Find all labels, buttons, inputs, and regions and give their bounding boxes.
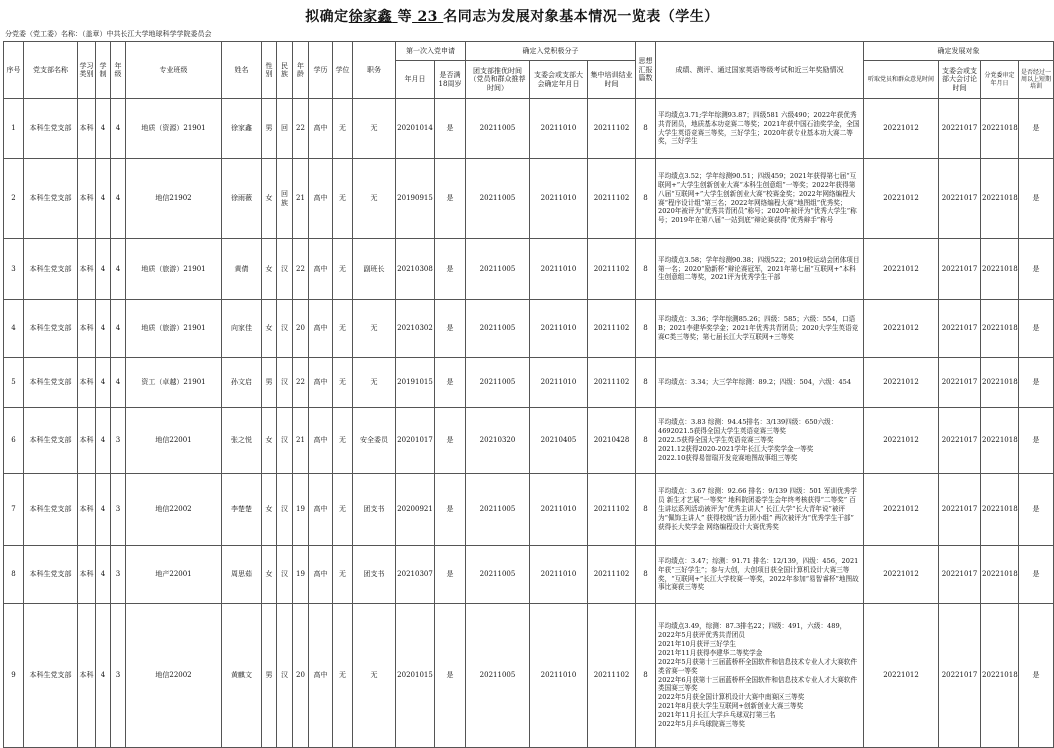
cell-position: 团支书 [353,474,396,546]
cell-reports: 8 [636,358,656,408]
cell-training: 20211102 [588,358,636,408]
cell-seq: 3 [4,239,24,300]
header-branch: 党支部名称 [24,42,78,99]
header-opinion: 听取党员和群众意见时间 [864,61,939,99]
header-party-committee: 分党委审定年月日 [981,61,1019,99]
candidate-table [3,41,1054,748]
cell-ethnic: 回族 [277,159,293,239]
cell-shortterm: 是 [1019,99,1054,159]
cell-recommend: 20211005 [466,546,530,604]
cell-branch: 本科生党支部 [24,604,78,748]
detail-line: 2021.12获得2020-2021学年长江大学奖学金一等奖 [658,444,814,453]
cell-edu: 高中 [309,99,333,159]
header-class: 专业班级 [126,42,222,99]
cell-branch: 本科生党支部 [24,300,78,358]
page-title: 拟确定徐家鑫 等 23 名同志为发展对象基本情况一览表（学生） [305,9,719,25]
cell-committee-dev: 20221017 [939,300,981,358]
header-edu: 学历 [309,42,333,99]
cell-study-type: 本科 [78,300,96,358]
cell-over18: 是 [435,239,466,300]
header-reports: 思想汇报篇数 [636,42,656,99]
cell-reports: 8 [636,546,656,604]
cell-committee-act: 20211010 [530,159,588,239]
cell-over18: 是 [435,604,466,748]
cell-system: 4 [96,604,111,748]
cell-reports: 8 [636,300,656,358]
cell-name: 孙文启 [222,358,262,408]
cell-details [656,546,864,604]
header-ethnic: 民族 [277,42,293,99]
cell-app-date: 20201015 [396,604,435,748]
cell-position: 团支书 [353,546,396,604]
cell-party-committee: 20221018 [981,604,1019,748]
cell-system: 4 [96,239,111,300]
cell-name: 周思茹 [222,546,262,604]
detail-line: 2022年5月获第十三届蓝桥杯全国软件和信息技术专业人才大赛软件类省赛一等奖 [658,657,858,675]
table-row [4,358,1054,408]
cell-position: 无 [353,99,396,159]
cell-training: 20210428 [588,408,636,474]
cell-branch: 本科生党支部 [24,474,78,546]
cell-over18: 是 [435,546,466,604]
cell-age: 19 [293,474,309,546]
subtitle: 分党委（党工委）名称：（盖章）中共长江大学地球科学学院委员会 [5,30,212,38]
cell-study-type: 本科 [78,99,96,159]
cell-degree: 无 [333,474,353,546]
cell-study-type: 本科 [78,239,96,300]
cell-gender: 男 [262,99,277,159]
header-committee-dev: 支委会或支部大会讨论时间 [939,61,981,99]
header-position: 职务 [353,42,396,99]
cell-party-committee: 20221018 [981,300,1019,358]
cell-study-type: 本科 [78,604,96,748]
cell-system: 4 [96,408,111,474]
cell-shortterm: 是 [1019,408,1054,474]
cell-committee-act: 20211010 [530,99,588,159]
cell-class: 地质（资源）21901 [126,99,222,159]
cell-age: 20 [293,300,309,358]
cell-edu: 高中 [309,239,333,300]
cell-edu: 高中 [309,300,333,358]
cell-degree: 无 [333,99,353,159]
cell-name: 张之悦 [222,408,262,474]
detail-line: 2021年11月长江大学乒乓球双打第三名 [658,711,776,720]
cell-grade: 3 [111,604,126,748]
cell-training: 20211102 [588,159,636,239]
detail-line: 2021年11月获得李建华二等奖学金 [658,648,763,657]
cell-training: 20211102 [588,300,636,358]
header-activist: 确定入党积极分子 [466,42,636,61]
cell-edu: 高中 [309,408,333,474]
header-training: 集中培训结业时间 [588,61,636,99]
header-age: 年龄 [293,42,309,99]
cell-name: 向家佳 [222,300,262,358]
cell-committee-act: 20211010 [530,546,588,604]
cell-committee-act: 20211010 [530,474,588,546]
cell-system: 4 [96,358,111,408]
cell-study-type: 本科 [78,408,96,474]
cell-system: 4 [96,546,111,604]
cell-age: 22 [293,358,309,408]
cell-name: 李楚楚 [222,474,262,546]
detail-line: 2022年6月获第十三届蓝桥杯全国软件和信息技术专业人才大赛软件类国赛三等奖 [658,675,858,693]
cell-gender: 女 [262,408,277,474]
cell-name: 徐家鑫 [222,99,262,159]
cell-position: 无 [353,300,396,358]
cell-grade: 4 [111,300,126,358]
cell-over18: 是 [435,358,466,408]
cell-committee-dev: 20221017 [939,604,981,748]
cell-app-date: 20201014 [396,99,435,159]
header-degree: 学位 [333,42,353,99]
cell-seq: 4 [4,300,24,358]
cell-class: 地产22001 [126,546,222,604]
header-gender: 性别 [262,42,277,99]
cell-branch: 本科生党支部 [24,99,78,159]
cell-class: 地信22002 [126,474,222,546]
cell-committee-act: 20210405 [530,408,588,474]
detail-line: 平均绩点：3.47；综测：91.71 排名：12/139，四级：456，2021年获“三好学生”；参与大创，大创项目获全国计算机设计大赛三等奖，“互联网+”长江大学校赛一等奖，2022年参加“易智睿杯”地图故事比赛获三等奖 [658,556,859,592]
cell-committee-act: 20211010 [530,358,588,408]
cell-study-type: 本科 [78,159,96,239]
cell-shortterm: 是 [1019,300,1054,358]
detail-line: 2021年8月获大学生互联网+创新创业大赛三等奖 [658,702,804,711]
cell-over18: 是 [435,99,466,159]
header-recommend: 团支部推优时间（党员和群众推荐时间） [466,61,530,99]
header-over18: 是否满18周岁 [435,61,466,99]
cell-shortterm: 是 [1019,239,1054,300]
cell-committee-dev: 20221017 [939,159,981,239]
header-system: 学制 [96,42,111,99]
cell-seq: 1 [4,99,24,159]
cell-seq: 8 [4,546,24,604]
cell-app-date: 20190915 [396,159,435,239]
cell-committee-dev: 20221017 [939,408,981,474]
cell-training: 20211102 [588,474,636,546]
cell-party-committee: 20221018 [981,239,1019,300]
table-row [4,604,1054,748]
cell-details [656,239,864,300]
cell-opinion: 20221012 [864,474,939,546]
header-name: 姓名 [222,42,262,99]
cell-seq: 6 [4,408,24,474]
cell-degree: 无 [333,300,353,358]
cell-age: 21 [293,159,309,239]
cell-app-date: 20210302 [396,300,435,358]
cell-committee-dev: 20221017 [939,99,981,159]
table-row [4,546,1054,604]
cell-edu: 高中 [309,358,333,408]
table-row [4,99,1054,159]
cell-committee-act: 20211010 [530,604,588,748]
cell-recommend: 20211005 [466,604,530,748]
cell-over18: 是 [435,474,466,546]
cell-degree: 无 [333,604,353,748]
table-body [4,99,1054,748]
cell-over18: 是 [435,300,466,358]
cell-seq: 5 [4,358,24,408]
table-row [4,239,1054,300]
header-grade: 年级 [111,42,126,99]
cell-ethnic: 汉 [277,300,293,358]
cell-ethnic: 汉 [277,408,293,474]
cell-party-committee: 20221018 [981,408,1019,474]
cell-degree: 无 [333,358,353,408]
cell-class: 地质（旅游）21901 [126,239,222,300]
cell-ethnic: 汉 [277,604,293,748]
cell-branch: 本科生党支部 [24,408,78,474]
cell-class: 地信22002 [126,604,222,748]
cell-gender: 女 [262,159,277,239]
cell-details [656,358,864,408]
cell-shortterm: 是 [1019,604,1054,748]
detail-line: 平均绩点3.71;学年综测93.87；四级581 六级490；2022年获优秀共青团员，地质基本功竞赛二等奖；2021年获中国石油奖学金，全国大学生英语竞赛三等奖，三好学生；2020年获专业基本功大赛二等奖，三好学生 [658,110,860,146]
cell-opinion: 20221012 [864,159,939,239]
cell-grade: 3 [111,546,126,604]
cell-degree: 无 [333,546,353,604]
cell-committee-act: 20211010 [530,239,588,300]
cell-age: 22 [293,239,309,300]
cell-committee-act: 20211010 [530,300,588,358]
cell-system: 4 [96,99,111,159]
cell-opinion: 20221012 [864,300,939,358]
cell-recommend: 20211005 [466,239,530,300]
cell-shortterm: 是 [1019,159,1054,239]
cell-grade: 4 [111,99,126,159]
cell-degree: 无 [333,408,353,474]
cell-position: 副班长 [353,239,396,300]
cell-opinion: 20221012 [864,99,939,159]
cell-training: 20211102 [588,99,636,159]
cell-age: 21 [293,408,309,474]
cell-system: 4 [96,159,111,239]
header-shortterm: 是否经过一周以上短期培训 [1019,61,1054,99]
cell-position: 无 [353,358,396,408]
header-seq: 序号 [4,42,24,99]
cell-degree: 无 [333,239,353,300]
cell-reports: 8 [636,604,656,748]
cell-details [656,408,864,474]
cell-opinion: 20221012 [864,408,939,474]
cell-edu: 高中 [309,604,333,748]
cell-training: 20211102 [588,604,636,748]
detail-line: 2022.10获得易智瑞开发竞赛地图故事组三等奖 [658,453,798,462]
cell-study-type: 本科 [78,546,96,604]
cell-branch: 本科生党支部 [24,546,78,604]
cell-edu: 高中 [309,546,333,604]
cell-seq: 7 [4,474,24,546]
cell-party-committee: 20221018 [981,546,1019,604]
cell-position: 无 [353,604,396,748]
cell-position: 无 [353,159,396,239]
cell-recommend: 20211005 [466,99,530,159]
cell-details [656,99,864,159]
cell-edu: 高中 [309,159,333,239]
header-study-type: 学习类别 [78,42,96,99]
cell-training: 20211102 [588,239,636,300]
cell-ethnic: 汉 [277,239,293,300]
cell-gender: 男 [262,604,277,748]
cell-recommend: 20211005 [466,300,530,358]
cell-study-type: 本科 [78,358,96,408]
cell-over18: 是 [435,408,466,474]
detail-line: 平均绩点3.49，综测：87.3排名22；四级：491，六级：489，2022年5月获评优秀共青团员 [658,622,847,640]
cell-ethnic: 汉 [277,546,293,604]
cell-branch: 本科生党支部 [24,358,78,408]
cell-party-committee: 20221018 [981,474,1019,546]
cell-shortterm: 是 [1019,358,1054,408]
cell-class: 地信21902 [126,159,222,239]
cell-class: 资工（卓越）21901 [126,358,222,408]
cell-opinion: 20221012 [864,358,939,408]
header-dev: 确定发展对象 [864,42,1054,61]
cell-app-date: 20210308 [396,239,435,300]
cell-recommend: 20211005 [466,474,530,546]
cell-shortterm: 是 [1019,474,1054,546]
cell-grade: 4 [111,358,126,408]
cell-committee-dev: 20221017 [939,546,981,604]
cell-branch: 本科生党支部 [24,239,78,300]
cell-app-date: 20191015 [396,358,435,408]
cell-reports: 8 [636,159,656,239]
detail-line: 2022.5获得全国大学生英语竞赛三等奖 [658,436,774,445]
cell-grade: 3 [111,408,126,474]
cell-reports: 8 [636,474,656,546]
cell-name: 黄麒文 [222,604,262,748]
detail-line: 平均绩点3.58；学年综测90.38；四级522；2019校运动会团体项目第一名；2020“励新杯”辩论赛冠军，2021年第七届“互联网+”本科生创意组二等奖，2021评为优秀学生干部 [658,255,860,282]
cell-training: 20211102 [588,546,636,604]
detail-line: 平均绩点：3.36；学年综测85.26；四级：585；六级：554，口语B；2021李建华奖学金；2021年优秀共青团员；2020大学生英语竞赛C类三等奖；第七届长江大学互联网+三等奖 [658,315,859,341]
cell-details [656,300,864,358]
cell-shortterm: 是 [1019,546,1054,604]
cell-name: 黄倩 [222,239,262,300]
cell-grade: 4 [111,239,126,300]
cell-class: 地信22001 [126,408,222,474]
cell-app-date: 20210307 [396,546,435,604]
cell-party-committee: 20221018 [981,358,1019,408]
cell-branch: 本科生党支部 [24,159,78,239]
detail-line: 2021年10月获评三好学生 [658,639,736,648]
cell-ethnic: 回 [277,99,293,159]
cell-committee-dev: 20221017 [939,358,981,408]
cell-age: 19 [293,546,309,604]
header-app-date: 年月日 [396,61,435,99]
cell-details [656,474,864,546]
detail-line: 平均绩点：3.67 综测：92.66 排名：9/139 四级：501 军训优秀学员 新生才艺展“一等奖” 地科院团委学生会年终考核获得“二等奖” 百生讲坛系列活动被评为“优秀主讲人” 长江大学“长大青年说”被评为“佩饰主讲人” 获得校级“活力团小组” 两次被评为“优秀学生干部” 获得长大奖学金 网络编程设计大赛优秀奖 [658,487,857,531]
cell-app-date: 20201017 [396,408,435,474]
cell-opinion: 20221012 [864,604,939,748]
cell-app-date: 20200921 [396,474,435,546]
cell-party-committee: 20221018 [981,99,1019,159]
cell-ethnic: 汉 [277,358,293,408]
cell-reports: 8 [636,408,656,474]
cell-details [656,604,864,748]
cell-position: 安全委员 [353,408,396,474]
cell-recommend: 20211005 [466,159,530,239]
cell-opinion: 20221012 [864,239,939,300]
cell-system: 4 [96,474,111,546]
cell-grade: 4 [111,159,126,239]
cell-seq: 2 [4,159,24,239]
cell-details [656,159,864,239]
detail-line: 平均绩点：3.34；大三学年综测：89.2；四级：504，六级：454 [658,378,852,387]
cell-opinion: 20221012 [864,546,939,604]
detail-line: 2022年5月乒乓球院赛三等奖 [658,719,745,728]
header-first-app: 第一次入党申请 [396,42,466,61]
cell-committee-dev: 20221017 [939,239,981,300]
cell-gender: 女 [262,546,277,604]
cell-name: 徐雨薇 [222,159,262,239]
cell-ethnic: 汉 [277,474,293,546]
detail-line: 平均绩点3.52；学年综测90.51；四级459；2021年获得第七届“互联网+”大学生创新创业大赛“本科生创意组”一等奖；2022年获得第八届“互联网+”大学生创新创业大赛“校赛金奖；2022年网络编程大赛“程序设计组”第三名；2022年网络编程大赛“地图组”优秀奖；2020年被评为“优秀共青团员”称号；2020年被评为“优秀大学生”称号；2019年在第八届“一站到底”辩论赛获得“优秀辩手”称号 [658,171,857,225]
detail-line: 2022年5月获全国计算机设计大赛中南赛区三等奖 [658,693,805,702]
cell-grade: 3 [111,474,126,546]
cell-age: 20 [293,604,309,748]
cell-study-type: 本科 [78,474,96,546]
cell-reports: 8 [636,239,656,300]
cell-gender: 男 [262,358,277,408]
cell-gender: 女 [262,474,277,546]
cell-gender: 女 [262,239,277,300]
cell-party-committee: 20221018 [981,159,1019,239]
cell-recommend: 20210320 [466,408,530,474]
cell-class: 地质（旅游）21901 [126,300,222,358]
cell-system: 4 [96,300,111,358]
detail-line: 平均绩点：3.83 综测：94.45排名：3/139四级：650六级：4692021.5获得全国大学生英语竞赛三等奖 [658,418,838,436]
cell-committee-dev: 20221017 [939,474,981,546]
cell-edu: 高中 [309,474,333,546]
cell-reports: 8 [636,99,656,159]
cell-degree: 无 [333,159,353,239]
table-row [4,300,1054,358]
cell-over18: 是 [435,159,466,239]
cell-seq: 9 [4,604,24,748]
header-committee-act: 支委会或支部大会确定年月日 [530,61,588,99]
cell-recommend: 20211005 [466,358,530,408]
table-row [4,159,1054,239]
cell-age: 22 [293,99,309,159]
table-row [4,408,1054,474]
table-row [4,474,1054,546]
cell-gender: 女 [262,300,277,358]
header-achievements: 成绩、测评、通过国家英语等级考试和近三年奖励情况 [656,42,864,99]
